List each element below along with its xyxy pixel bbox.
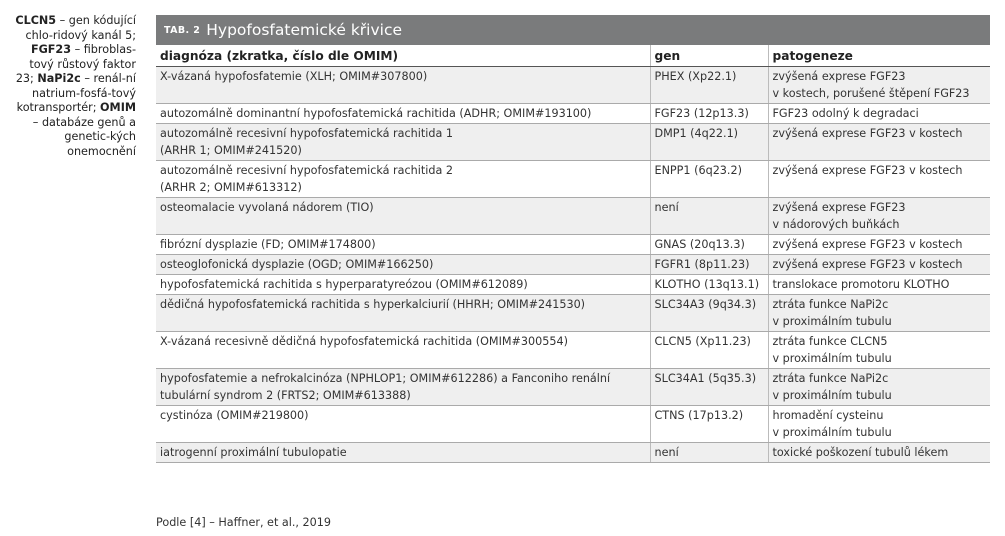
header-diagnosis: diagnóza (zkratka, číslo dle OMIM)	[156, 45, 650, 67]
sidenote-entry	[15, 14, 136, 42]
table-tag: TAB. 2	[164, 24, 201, 36]
cell-pathogenesis: zvýšená exprese FGF23 v kostech	[768, 255, 990, 275]
sidenote-term: OMIM	[100, 101, 136, 114]
table-row	[156, 161, 990, 198]
cell-gene: PHEX (Xp22.1)	[650, 67, 768, 104]
sidenote-term: FGF23	[30, 43, 72, 56]
cell-gene: CLCN5 (Xp11.23)	[650, 332, 768, 369]
cell-gene: není	[650, 443, 768, 463]
sidenote-description: – renál-ní natrium-fosfá-tový kotransportér;	[16, 72, 136, 114]
cell-diagnosis: autozomálně recesivní hypofosfatemická rachitida 1 (ARHR 1; OMIM#241520)	[156, 124, 650, 161]
sidenote-term: CLCN5	[15, 14, 57, 27]
cell-gene: ENPP1 (6q23.2)	[650, 161, 768, 198]
cell-gene: SLC34A1 (5q35.3)	[650, 369, 768, 406]
cell-diagnosis: autozomálně recesivní hypofosfatemická rachitida 2 (ARHR 2; OMIM#613312)	[156, 161, 650, 198]
cell-pathogenesis: toxické poškození tubulů lékem	[768, 443, 990, 463]
table-row	[156, 332, 990, 369]
cell-gene: CTNS (17p13.2)	[650, 406, 768, 443]
cell-gene: GNAS (20q13.3)	[650, 235, 768, 255]
cell-gene: FGFR1 (8p11.23)	[650, 255, 768, 275]
table-row	[156, 406, 990, 443]
table-row	[156, 255, 990, 275]
cell-pathogenesis: ztráta funkce NaPi2c v proximálním tubulu	[768, 295, 990, 332]
table-row	[156, 295, 990, 332]
cell-diagnosis: fibrózní dysplazie (FD; OMIM#174800)	[156, 235, 650, 255]
cell-pathogenesis: hromadění cysteinu v proximálním tubulu	[768, 406, 990, 443]
sidenote-abbreviations	[14, 14, 136, 159]
table-row	[156, 235, 990, 255]
sidenote-description: – fibroblas-tový růstový faktor 23;	[15, 43, 136, 85]
cell-pathogenesis: zvýšená exprese FGF23 v kostech	[768, 235, 990, 255]
cell-diagnosis: hypofosfatemie a nefrokalcinóza (NPHLOP1; OMIM#612286) a Fanconiho renální tubulární syndrom 2 (FRTS2; OMIM#613388)	[156, 369, 650, 406]
cell-diagnosis: cystinóza (OMIM#219800)	[156, 406, 650, 443]
cell-gene: KLOTHO (13q13.1)	[650, 275, 768, 295]
cell-pathogenesis: zvýšená exprese FGF23 v nádorových buňkách	[768, 198, 990, 235]
cell-gene: FGF23 (12p13.3)	[650, 104, 768, 124]
table-row	[156, 104, 990, 124]
source-citation: Podle [4] – Haffner, et al., 2019	[156, 516, 331, 529]
table-row	[156, 67, 990, 104]
cell-gene: DMP1 (4q22.1)	[650, 124, 768, 161]
sidenote-description: – gen kódující chlo-ridový kanál 5;	[25, 14, 136, 42]
cell-pathogenesis: zvýšená exprese FGF23 v kostech, porušené štěpení FGF23	[768, 67, 990, 104]
header-pathogenesis: patogeneze	[768, 45, 990, 67]
table-row	[156, 124, 990, 161]
cell-diagnosis: X-vázaná hypofosfatemie (XLH; OMIM#307800)	[156, 67, 650, 104]
table-banner	[156, 15, 990, 45]
cell-diagnosis: osteomalacie vyvolaná nádorem (TIO)	[156, 198, 650, 235]
cell-diagnosis: hypofosfatemická rachitida s hyperparatyreózou (OMIM#612089)	[156, 275, 650, 295]
cell-pathogenesis: ztráta funkce NaPi2c v proximálním tubulu	[768, 369, 990, 406]
cell-pathogenesis: translokace promotoru KLOTHO	[768, 275, 990, 295]
cell-diagnosis: iatrogenní proximální tubulopatie	[156, 443, 650, 463]
table-row	[156, 275, 990, 295]
cell-diagnosis: osteoglofonická dysplazie (OGD; OMIM#166250)	[156, 255, 650, 275]
table-row	[156, 443, 990, 463]
cell-pathogenesis: ztráta funkce CLCN5 v proximálním tubulu	[768, 332, 990, 369]
cell-pathogenesis: FGF23 odolný k degradaci	[768, 104, 990, 124]
table-title: Hypofosfatemické křivice	[206, 21, 403, 39]
cell-gene: SLC34A3 (9q34.3)	[650, 295, 768, 332]
table-body	[156, 67, 990, 463]
table-box	[156, 15, 990, 463]
table-row	[156, 198, 990, 235]
cell-diagnosis: X-vázaná recesivně dědičná hypofosfatemická rachitida (OMIM#300554)	[156, 332, 650, 369]
cell-diagnosis: dědičná hypofosfatemická rachitida s hyperkalciurií (HHRH; OMIM#241530)	[156, 295, 650, 332]
header-gene: gen	[650, 45, 768, 67]
table-row	[156, 369, 990, 406]
diagnosis-table	[156, 45, 990, 463]
table-header-row	[156, 45, 990, 67]
sidenote-term: NaPi2c	[37, 72, 81, 85]
cell-pathogenesis: zvýšená exprese FGF23 v kostech	[768, 124, 990, 161]
sidenote-description: – databáze genů a genetic-kých onemocnění	[32, 115, 136, 158]
cell-pathogenesis: zvýšená exprese FGF23 v kostech	[768, 161, 990, 198]
cell-diagnosis: autozomálně dominantní hypofosfatemická rachitida (ADHR; OMIM#193100)	[156, 104, 650, 124]
cell-gene: není	[650, 198, 768, 235]
